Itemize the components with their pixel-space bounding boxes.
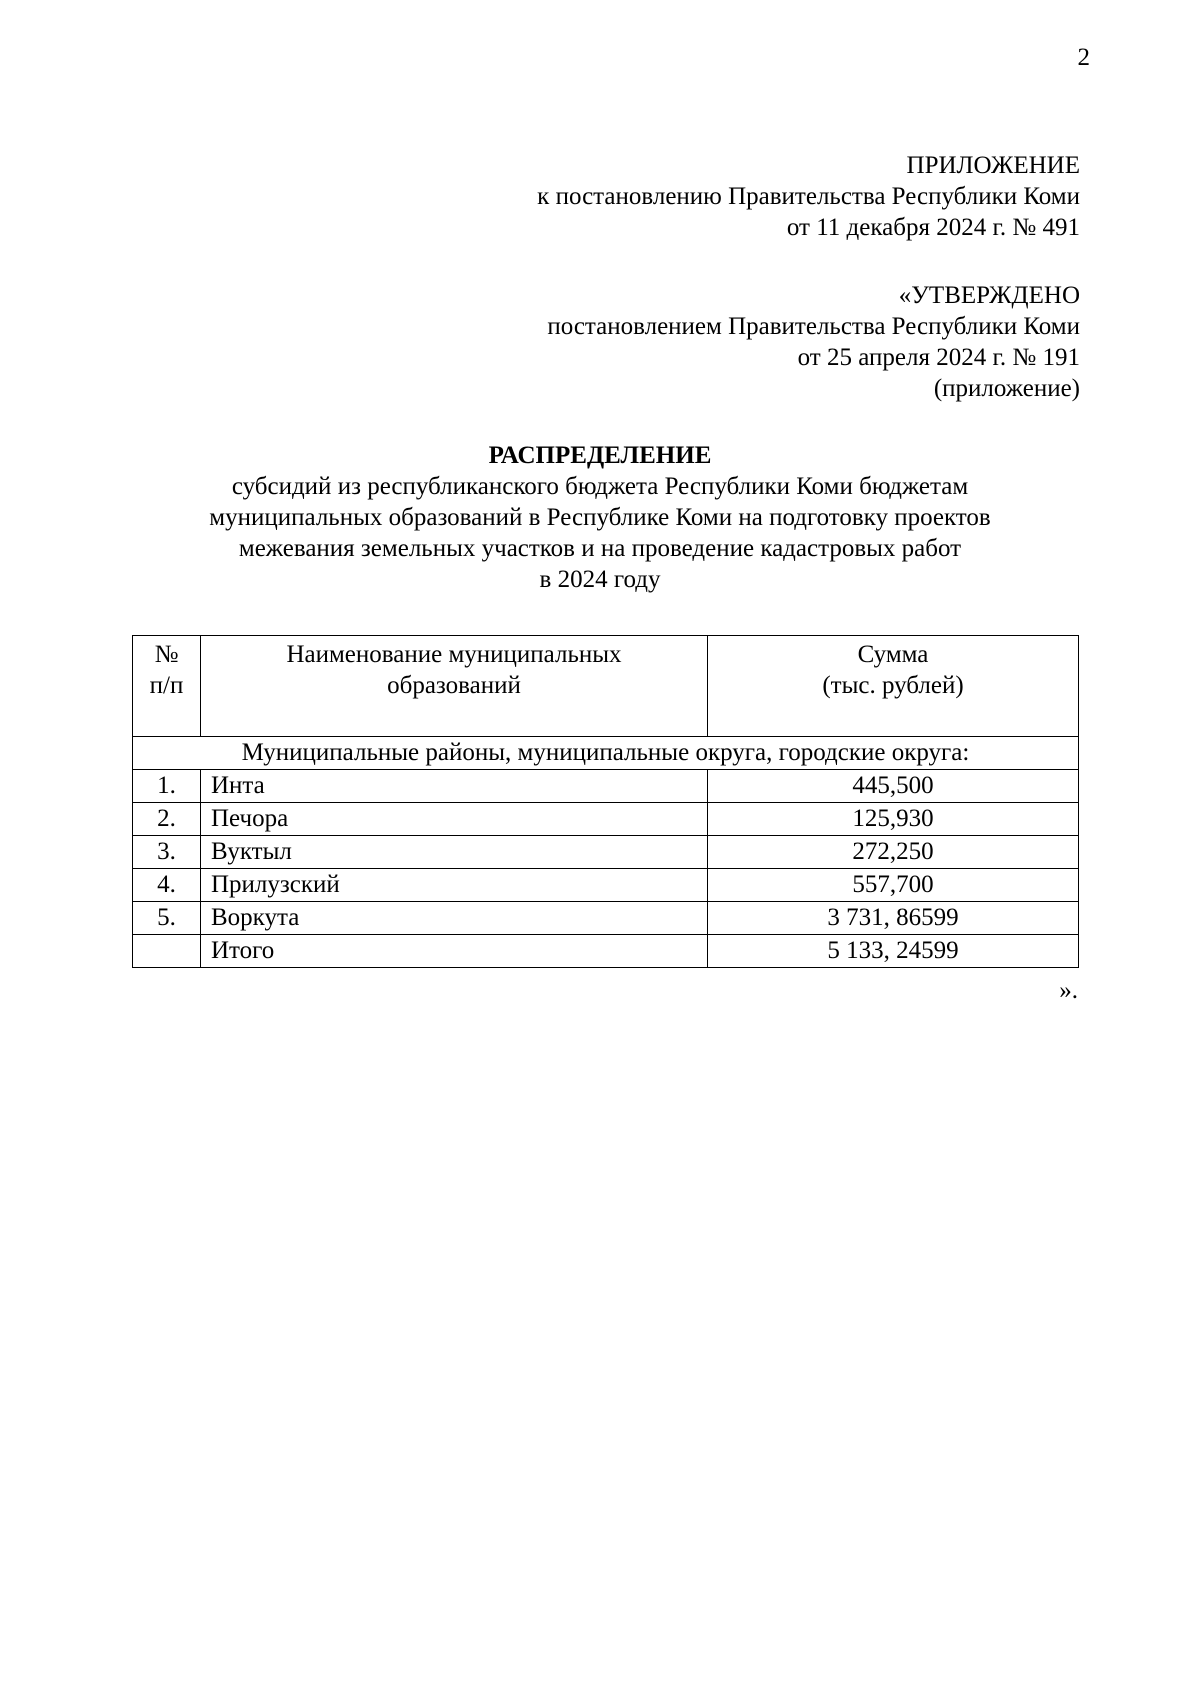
row-sum: 272,250 [708,836,1079,869]
table-header-row [133,636,1079,737]
row-sum: 557,700 [708,869,1079,902]
row-num: 4. [133,869,201,902]
appendix-line-2: к постановлению Правительства Республики Коми [537,183,1080,210]
table-row [133,770,1079,803]
heading-line-3: межевания земельных участков и на проведение кадастровых работ [238,535,962,562]
row-sum: 125,930 [708,803,1079,836]
row-name: Воркута [201,902,708,935]
header-name-line-1: Наименование муниципальных [286,641,622,668]
row-num: 2. [133,803,201,836]
row-name: Прилузский [201,869,708,902]
row-sum: 445,500 [708,770,1079,803]
heading-line-2: муниципальных образований в Республике Коми на подготовку проектов [209,504,991,531]
heading-line-4: в 2024 году [539,566,661,593]
appendix-block [537,150,1080,243]
row-name: Инта [201,770,708,803]
heading-line-1: субсидий из республиканского бюджета Республики Коми бюджетам [231,473,969,500]
row-name: Вуктыл [201,836,708,869]
header-num-line-2: п/п [149,672,184,699]
appendix-line-3: от 11 декабря 2024 г. № 491 [786,214,1080,241]
page-number: 2 [1077,44,1090,71]
header-sum-line-1: Сумма [857,641,929,668]
table-row [133,836,1079,869]
approved-line-4: (приложение) [933,375,1080,402]
header-name-line-2: образований [387,672,521,699]
total-label: Итого [201,935,708,968]
header-num-line-1: № [154,641,179,668]
section-row [133,737,1079,770]
closing-quote: ». [1059,977,1078,1004]
heading-title: РАСПРЕДЕЛЕНИЕ [488,442,712,469]
approved-block [547,280,1080,404]
header-name [201,636,708,737]
total-row [133,935,1079,968]
total-num [133,935,201,968]
table-row [133,869,1079,902]
row-num: 1. [133,770,201,803]
total-sum: 5 133, 24599 [708,935,1079,968]
row-name: Печора [201,803,708,836]
document-heading [0,440,1200,595]
section-label: Муниципальные районы, муниципальные округа, городские округа: [133,737,1079,770]
approved-title: «УТВЕРЖДЕНО [898,282,1080,309]
subsidy-table [132,635,1079,968]
approved-line-2: постановлением Правительства Республики Коми [547,313,1080,340]
appendix-title: ПРИЛОЖЕНИЕ [906,152,1080,179]
header-num [133,636,201,737]
table-row [133,803,1079,836]
row-num: 3. [133,836,201,869]
row-sum: 3 731, 86599 [708,902,1079,935]
header-sum-line-2: (тыс. рублей) [822,672,964,699]
approved-line-3: от 25 апреля 2024 г. № 191 [797,344,1080,371]
row-num: 5. [133,902,201,935]
header-sum [708,636,1079,737]
table-row [133,902,1079,935]
